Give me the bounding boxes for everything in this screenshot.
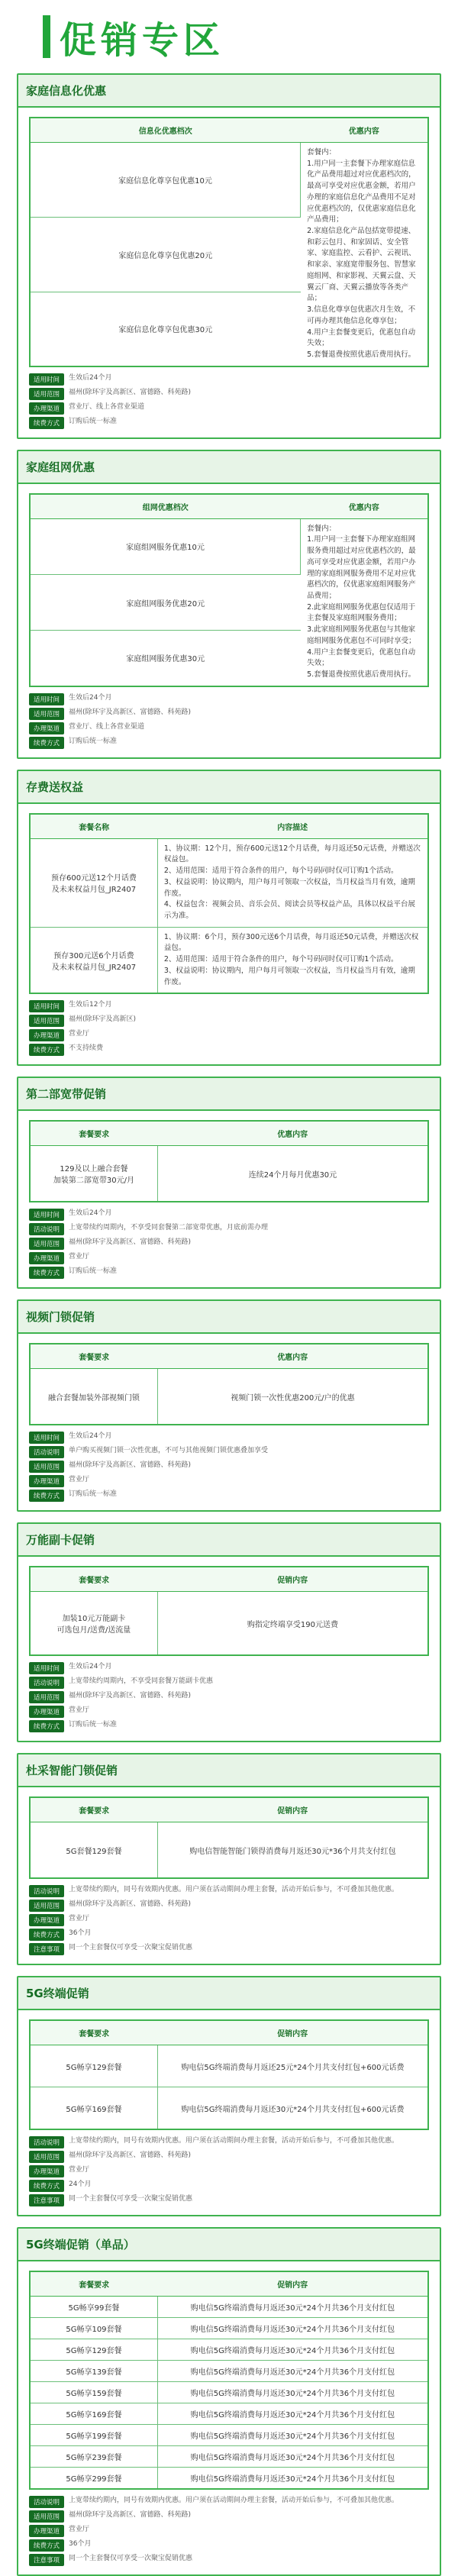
section-notes	[29, 2136, 429, 2206]
table-cell: 预存600元送12个月话费 及未来权益月包_JR2407	[31, 838, 157, 927]
note-item	[29, 1029, 429, 1041]
note-item	[29, 1475, 429, 1487]
table-row	[31, 143, 427, 218]
table-header: 优惠内容	[157, 1344, 427, 1369]
note-item	[29, 1223, 429, 1235]
note-badge: 续费方式	[29, 417, 64, 429]
section-notes	[29, 1432, 429, 1502]
note-badge: 适用时间	[29, 373, 64, 386]
desc-line: 5.套餐退费按照优惠后费用执行。	[307, 670, 416, 679]
table-cell: 融合套餐加装外部视频门锁	[31, 1369, 157, 1425]
note-text: 上宽带续约期内，同号有效期内优惠。用户须在活动期间办理主套餐，活动开始后参与，不可叠加其他优惠。	[69, 2137, 399, 2145]
section-title: 杜采智能门锁促销	[18, 1754, 440, 1787]
table-row	[31, 2403, 427, 2425]
table-cell: 购电信5G终端消费每月返还30元*24个月共36个月支付红包	[157, 2361, 427, 2382]
table-row	[31, 1592, 427, 1655]
table-desc: 连续24个月每月优惠30元	[157, 1146, 427, 1202]
table-cell: 5G畅享299套餐	[31, 2468, 157, 2489]
note-item	[29, 1691, 429, 1703]
table-desc: 购电信智能智能门锁得消费每月返还30元*36个月共支付红包	[157, 1822, 427, 1878]
note-item	[29, 2194, 429, 2206]
desc-line: 1.用户同一主套餐下办理家庭信息化产品费用超过对应优惠档次的，最高可享受对应优惠金额，若用户办理的家庭信息化产品费用不足对应优惠档次的，仅优惠家庭信息化产品费用；	[307, 159, 416, 224]
section-table	[29, 813, 429, 995]
section-notes	[29, 373, 429, 429]
section-video-lock	[17, 1299, 441, 1512]
table-row	[31, 2297, 427, 2318]
note-text: 营业厅	[69, 2526, 90, 2534]
note-text: 营业厅	[69, 1476, 90, 1484]
table-header: 优惠内容	[301, 118, 427, 143]
section-title: 家庭信息化优惠	[18, 75, 440, 108]
table-desc	[301, 518, 427, 686]
note-badge: 适用范围	[29, 1015, 64, 1027]
note-badge: 适用范围	[29, 1900, 64, 1912]
table-header: 组网优惠档次	[31, 495, 301, 519]
table-cell: 家庭组网服务优惠20元	[31, 574, 301, 630]
note-item	[29, 1929, 429, 1941]
section-second-broadband	[17, 1077, 441, 1289]
table-desc	[157, 838, 427, 927]
table-header: 套餐要求	[31, 1798, 157, 1822]
note-badge: 办理渠道	[29, 1252, 64, 1264]
note-text: 生效后12个月	[69, 1001, 112, 1009]
note-item	[29, 2165, 429, 2177]
table-cell: 5G畅享109套餐	[31, 2318, 157, 2339]
note-text: 福州(除环宇及高新区、富德路、科苑路)	[69, 1238, 192, 1247]
note-item	[29, 2136, 429, 2148]
table-cell: 5G畅享239套餐	[31, 2446, 157, 2468]
note-text: 上宽带续约期内，同号有效期内优惠。用户须在活动期间办理主套餐，活动开始后参与，不可叠加其他优惠。	[69, 1886, 399, 1894]
section-title: 5G终端促销	[18, 1977, 440, 2010]
note-badge: 续费方式	[29, 1929, 64, 1941]
note-item	[29, 722, 429, 734]
table-cell: 购电信5G终端消费每月返还30元*24个月共36个月支付红包	[157, 2403, 427, 2425]
section-notes	[29, 1000, 429, 1056]
note-badge: 适用范围	[29, 1461, 64, 1473]
note-item	[29, 2180, 429, 2192]
note-badge: 续费方式	[29, 2180, 64, 2192]
table-cell: 家庭信息化尊享包优惠10元	[31, 143, 301, 218]
table-header: 优惠内容	[157, 1122, 427, 1146]
table-cell: 购电信5G终端消费每月返还30元*24个月共36个月支付红包	[157, 2382, 427, 2403]
desc-line: 套餐内：	[307, 148, 337, 157]
note-text: 福州(除环宇及高新区、富德路、科苑路)	[69, 2511, 192, 2520]
note-item	[29, 1238, 429, 1250]
note-item	[29, 2539, 429, 2552]
section-deposit-rights	[17, 770, 441, 1067]
note-badge: 办理渠道	[29, 1706, 64, 1718]
note-badge: 适用时间	[29, 693, 64, 705]
table-header: 优惠内容	[301, 495, 427, 519]
note-badge: 适用时间	[29, 1209, 64, 1221]
table-cell: 购电信5G终端消费每月返还25元*24个月共支付红包+600元话费	[157, 2045, 427, 2087]
section-title: 视频门锁促销	[18, 1301, 440, 1334]
section-notes	[29, 693, 429, 749]
table-header: 套餐名称	[31, 815, 157, 839]
table-header: 套餐要求	[31, 1567, 157, 1592]
note-item	[29, 1446, 429, 1458]
table-header: 内容描述	[157, 815, 427, 839]
note-item	[29, 2525, 429, 2537]
table-header: 套餐要求	[31, 1122, 157, 1146]
note-text: 订购后统一标准	[69, 1490, 118, 1499]
note-badge: 续费方式	[29, 2539, 64, 2552]
note-item	[29, 2554, 429, 2566]
section-smart-lock	[17, 1753, 441, 1965]
table-row	[31, 838, 427, 927]
table-row	[31, 927, 427, 993]
note-item	[29, 1267, 429, 1279]
note-badge: 办理渠道	[29, 1475, 64, 1487]
note-badge: 适用范围	[29, 388, 64, 400]
note-text: 生效后24个月	[69, 1663, 112, 1671]
desc-line: 2.此家庭组网服务优惠包仅适用于主套餐及家庭组网服务费用；	[307, 602, 416, 623]
note-text: 上宽带续约期内，同号有效期内优惠。用户须在活动期间办理主套餐，活动开始后参与，不可叠加其他优惠。	[69, 2497, 399, 2505]
note-item	[29, 1720, 429, 1732]
desc-line: 4.用户主套餐变更后，优惠包自动失效；	[307, 328, 416, 348]
note-item	[29, 1209, 429, 1221]
note-item	[29, 1432, 429, 1444]
note-item	[29, 693, 429, 705]
table-desc: 视频门锁一次性优惠200元/户的优惠	[157, 1369, 427, 1425]
table-header: 促销内容	[157, 2272, 427, 2297]
table-header: 促销内容	[157, 2021, 427, 2045]
table-row	[31, 2361, 427, 2382]
note-text: 订购后统一标准	[69, 737, 118, 745]
desc-line: 5.套餐退费按照优惠后费用执行。	[307, 350, 416, 359]
section-universal-subcard	[17, 1522, 441, 1742]
table-cell: 购电信5G终端消费每月返还30元*24个月共36个月支付红包	[157, 2339, 427, 2361]
note-item	[29, 373, 429, 386]
note-badge: 活动说明	[29, 2136, 64, 2148]
section-title: 家庭组网优惠	[18, 451, 440, 484]
table-cell: 129及以上融合套餐 加装第二部宽带30元/月	[31, 1146, 157, 1202]
table-row	[31, 1369, 427, 1425]
note-badge: 适用范围	[29, 708, 64, 720]
section-notes	[29, 1209, 429, 1279]
section-5g-terminal-single	[17, 2227, 441, 2576]
table-header: 套餐要求	[31, 2272, 157, 2297]
note-text: 营业厅	[69, 2166, 90, 2174]
table-cell: 购电信5G终端消费每月返还30元*24个月共36个月支付红包	[157, 2468, 427, 2489]
desc-line: 3.信息化尊享包优惠次月生效，不可再办理其他信息化尊享包；	[307, 305, 416, 325]
note-badge: 活动说明	[29, 2496, 64, 2508]
note-item	[29, 1252, 429, 1264]
table-cell: 5G畅享199套餐	[31, 2425, 157, 2446]
note-badge: 适用时间	[29, 1662, 64, 1674]
section-notes	[29, 1662, 429, 1732]
note-item	[29, 1900, 429, 1912]
note-text: 订购后统一标准	[69, 1721, 118, 1729]
note-text: 同一个主套餐仅可享受一次聚宝促销优惠	[69, 2555, 193, 2563]
note-badge: 适用时间	[29, 1000, 64, 1012]
table-cell: 购电信5G终端消费每月返还30元*24个月共支付红包+600元话费	[157, 2087, 427, 2129]
note-text: 营业厅、线上各营业渠道	[69, 402, 145, 411]
section-table	[29, 1120, 429, 1202]
note-item	[29, 402, 429, 415]
page-title: 促销专区	[60, 18, 225, 62]
table-cell: 5G畅享169套餐	[31, 2403, 157, 2425]
note-text: 单户购买视频门锁一次性优惠，不可与其他视频门锁优惠叠加享受	[69, 1447, 269, 1455]
table-cell: 家庭组网服务优惠30元	[31, 631, 301, 686]
table-row	[31, 518, 427, 574]
table-cell: 家庭信息化尊享包优惠30元	[31, 292, 301, 365]
note-text: 福州(除环宇及高新区、富德路、科苑路)	[69, 708, 192, 716]
desc-line: 3.此家庭组网服务优惠包与其他家庭组网服务优惠包不可同时享受；	[307, 625, 416, 645]
desc-line: 4、权益包含：视频会员、音乐会员、阅读会员等权益产品，具体以权益平台展示为准。	[163, 900, 415, 921]
table-cell: 5G畅享159套餐	[31, 2382, 157, 2403]
note-text: 营业厅	[69, 1915, 90, 1923]
note-item	[29, 737, 429, 749]
note-text: 36个月	[69, 1929, 92, 1938]
table-row	[31, 1822, 427, 1878]
note-text: 福州(除环宇及高新区、富德路、科苑路)	[69, 2152, 192, 2160]
note-item	[29, 417, 429, 429]
note-text: 订购后统一标准	[69, 1267, 118, 1276]
table-desc: 购指定终端享受190元送费	[157, 1592, 427, 1655]
note-text: 福州(除环宇及高新区、富德路、科苑路)	[69, 1900, 192, 1909]
note-badge: 续费方式	[29, 1720, 64, 1732]
desc-line: 3、权益说明：协议期内，用户每月可领取一次权益，当月权益当月有效，逾期作废。	[163, 877, 415, 898]
note-text: 福州(除环宇及高新区)	[69, 1015, 137, 1024]
table-row	[31, 2446, 427, 2468]
note-text: 24个月	[69, 2181, 92, 2189]
note-text: 福州(除环宇及高新区、富德路、科苑路)	[69, 1461, 192, 1470]
note-badge: 注意事项	[29, 2194, 64, 2206]
note-badge: 办理渠道	[29, 1914, 64, 1926]
note-text: 上宽带续约周期内，不享受同套餐万能副卡优惠	[69, 1677, 214, 1686]
section-family-info	[17, 73, 441, 439]
section-title: 5G终端促销（单品）	[18, 2229, 440, 2261]
note-badge: 办理渠道	[29, 722, 64, 734]
table-row	[31, 2382, 427, 2403]
table-header: 套餐要求	[31, 2021, 157, 2045]
note-text: 福州(除环宇及高新区、富德路、科苑路)	[69, 388, 192, 396]
desc-line: 1、协议期：6个月，预存300元送6个月话费，每月返还50元话费，并赠送次权益包。	[163, 932, 419, 953]
table-row	[31, 1146, 427, 1202]
note-text: 福州(除环宇及高新区、富德路、科苑路)	[69, 1692, 192, 1700]
note-item	[29, 1662, 429, 1674]
note-item	[29, 1044, 429, 1056]
section-table	[29, 117, 429, 367]
note-text: 营业厅	[69, 1030, 90, 1038]
table-header: 促销内容	[157, 1567, 427, 1592]
note-item	[29, 2496, 429, 2508]
note-text: 营业厅	[69, 1706, 90, 1715]
note-badge: 办理渠道	[29, 2525, 64, 2537]
note-text: 上宽带续约周期内，不享受同套餐第二部宽带优惠，月底前需办理	[69, 1224, 269, 1232]
note-badge: 活动说明	[29, 1223, 64, 1235]
table-header: 信息化优惠档次	[31, 118, 301, 143]
note-item	[29, 1706, 429, 1718]
section-table	[29, 1796, 429, 1879]
desc-line: 4.用户主套餐变更后，优惠包自动失效；	[307, 647, 416, 668]
note-text: 生效后24个月	[69, 693, 112, 702]
table-cell: 购电信5G终端消费每月返还30元*24个月共36个月支付红包	[157, 2446, 427, 2468]
note-text: 生效后24个月	[69, 1209, 112, 1218]
table-row	[31, 2339, 427, 2361]
note-text: 生效后24个月	[69, 1432, 112, 1441]
note-badge: 适用范围	[29, 2510, 64, 2523]
section-title: 第二部宽带促销	[18, 1078, 440, 1111]
title-accent-bar	[43, 15, 50, 58]
table-cell: 购电信5G终端消费每月返还30元*24个月共36个月支付红包	[157, 2297, 427, 2318]
section-table	[29, 493, 429, 687]
table-cell: 5G畅享129套餐	[31, 2339, 157, 2361]
section-notes	[29, 1885, 429, 1955]
table-header: 促销内容	[157, 1798, 427, 1822]
section-title: 存费送权益	[18, 771, 440, 804]
table-cell: 家庭组网服务优惠10元	[31, 518, 301, 574]
note-item	[29, 1015, 429, 1027]
note-badge: 续费方式	[29, 737, 64, 749]
table-desc	[301, 143, 427, 366]
section-table	[29, 2271, 429, 2490]
note-text: 订购后统一标准	[69, 417, 118, 425]
note-text: 营业厅、线上各营业渠道	[69, 722, 145, 731]
note-badge: 办理渠道	[29, 402, 64, 415]
note-item	[29, 708, 429, 720]
table-cell: 购电信5G终端消费每月返还30元*24个月共36个月支付红包	[157, 2318, 427, 2339]
note-text: 同一个主套餐仅可享受一次聚宝促销优惠	[69, 1944, 193, 1952]
note-badge: 续费方式	[29, 1044, 64, 1056]
note-badge: 适用时间	[29, 1432, 64, 1444]
section-family-network	[17, 450, 441, 759]
note-text: 营业厅	[69, 1253, 90, 1261]
note-badge: 活动说明	[29, 1446, 64, 1458]
section-table	[29, 2019, 429, 2130]
desc-line: 3、权益说明：协议期内，用户每月可领取一次权益，当月权益当月有效，逾期作废。	[163, 966, 415, 986]
desc-line: 1、协议期：12个月，预存600元送12个月话费，每月返还50元话费，并赠送次权益包。	[163, 844, 421, 864]
note-badge: 办理渠道	[29, 1029, 64, 1041]
desc-line: 套餐内：	[307, 524, 337, 533]
note-badge: 活动说明	[29, 1885, 64, 1897]
table-row	[31, 2318, 427, 2339]
table-row	[31, 2425, 427, 2446]
table-cell: 5G畅享169套餐	[31, 2087, 157, 2129]
table-cell: 5G畅享139套餐	[31, 2361, 157, 2382]
note-text: 生效后24个月	[69, 373, 112, 382]
note-item	[29, 1461, 429, 1473]
note-item	[29, 2510, 429, 2523]
note-text: 同一个主套餐仅可享受一次聚宝促销优惠	[69, 2195, 193, 2203]
table-cell: 5G畅享99套餐	[31, 2297, 157, 2318]
section-table	[29, 1343, 429, 1425]
table-cell: 预存300元送6个月话费 及未来权益月包_JR2407	[31, 927, 157, 993]
note-badge: 注意事项	[29, 1943, 64, 1955]
table-row	[31, 2045, 427, 2087]
section-notes	[29, 2496, 429, 2566]
desc-line: 2、适用范围：适用于符合条件的用户，每个号码同时仅可订购1个活动。	[163, 955, 398, 964]
note-badge: 续费方式	[29, 1267, 64, 1279]
note-item	[29, 1000, 429, 1012]
note-badge: 注意事项	[29, 2554, 64, 2566]
table-cell: 购电信5G终端消费每月返还30元*24个月共36个月支付红包	[157, 2425, 427, 2446]
table-header: 套餐要求	[31, 1344, 157, 1369]
page-header	[0, 0, 458, 73]
note-item	[29, 388, 429, 400]
desc-line: 1.用户同一主套餐下办理家庭组网服务费用超过对应优惠档次的，最高可享受对应优惠金额，若用户办理的家庭组网服务费用不足对应优惠档次的，仅优惠家庭组网服务产品费用；	[307, 535, 416, 600]
note-badge: 适用范围	[29, 1691, 64, 1703]
section-table	[29, 1566, 429, 1656]
note-badge: 活动说明	[29, 1677, 64, 1689]
table-cell: 5G畅享129套餐	[31, 2045, 157, 2087]
table-row	[31, 2468, 427, 2489]
section-5g-terminal	[17, 1976, 441, 2216]
note-item	[29, 2151, 429, 2163]
section-title: 万能副卡促销	[18, 1524, 440, 1557]
note-badge: 办理渠道	[29, 2165, 64, 2177]
table-cell: 加装10元万能副卡 可选包月/送费/送流量	[31, 1592, 157, 1655]
table-desc	[157, 927, 427, 993]
note-badge: 适用范围	[29, 1238, 64, 1250]
note-item	[29, 1490, 429, 1502]
table-cell: 5G套餐129套餐	[31, 1822, 157, 1878]
note-badge: 续费方式	[29, 1490, 64, 1502]
table-row	[31, 2087, 427, 2129]
table-cell: 家庭信息化尊享包优惠20元	[31, 217, 301, 292]
note-text: 36个月	[69, 2540, 92, 2549]
note-item	[29, 1885, 429, 1897]
note-item	[29, 1914, 429, 1926]
desc-line: 2.家庭信息化产品包括宽带提速、和彩云包月、和家固话、安全管家、家庭监控、云看护、云视讯、和家亲、家庭宽带服务包、智慧家庭组网、和家影视、天翼云盘、天翼云厂商、天翼云播放等各类产品；	[307, 227, 416, 303]
desc-line: 2、适用范围：适用于符合条件的用户，每个号码同时仅可订购1个活动。	[163, 867, 398, 876]
note-item	[29, 1677, 429, 1689]
note-badge: 适用范围	[29, 2151, 64, 2163]
note-text: 不支持续费	[69, 1044, 104, 1053]
note-item	[29, 1943, 429, 1955]
